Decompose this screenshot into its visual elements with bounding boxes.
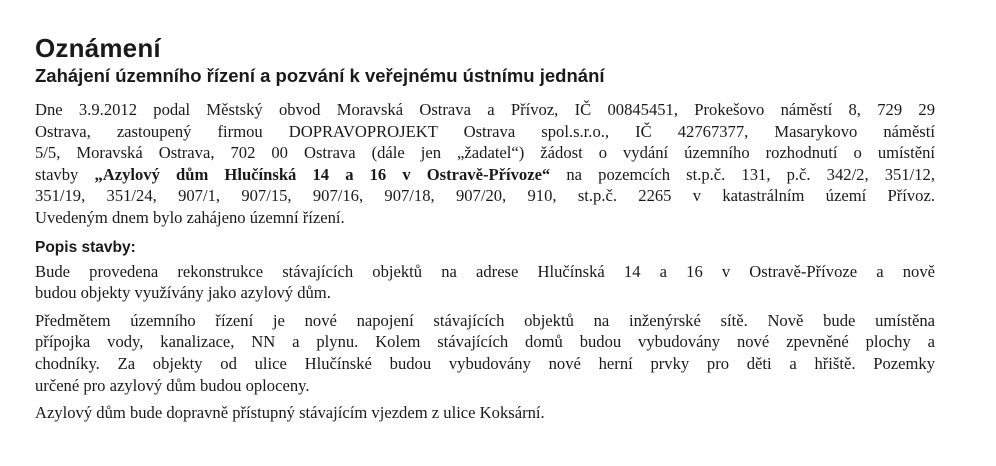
page-subtitle: Zahájení územního řízení a pozvání k veřejnému ústnímu jednání [35,65,605,86]
description-line: Azylový dům bude dopravně přístupný stávajícím vjezdem z ulice Koksární. [35,403,545,423]
page-title: Oznámení [35,33,161,63]
intro-line: 351/19, 351/24, 907/1, 907/15, 907/16, 907/18, 907/20, 910, st.p.č. 2265 v katastrálním území Přívoz. [35,186,935,206]
intro-line: Dne 3.9.2012 podal Městský obvod Moravská Ostrava a Přívoz, IČ 00845451, Prokešovo náměstí 8, 729 29 [35,100,935,119]
description-line: přípojka vody, kanalizace, NN a plynu. Kolem stávajících domů budou vybudovány nové zpevněné plochy a [35,332,935,352]
document-page [35,33,935,424]
intro-text: stavby [35,164,95,184]
description-line: budou objekty využívány jako azylový dům. [35,283,331,303]
description-paragraph [35,402,935,424]
intro-line-project [35,164,935,186]
section-heading: Popis stavby: [35,238,136,256]
intro-line: 5/5, Moravská Ostrava, 702 00 Ostrava (dále jen „žadatel“) žádost o vydání územního rozhodnutí o umístění [35,143,935,163]
intro-line: Uvedeným dnem bylo zahájeno územní řízení. [35,207,345,227]
description-line: Předmětem územního řízení je nové napojení stávajících objektů na inženýrské sítě. Nově bude umístěna [35,310,935,330]
intro-text: na pozemcích st.p.č. 131, p.č. 342/2, 351/12, [550,164,935,184]
description-line: určené pro azylový dům budou oploceny. [35,375,310,395]
intro-paragraph [35,99,935,229]
intro-line: Ostrava, zastoupený firmou DOPRAVOPROJEKT Ostrava spol.s.r.o., IČ 42767377, Masarykovo náměstí [35,121,935,141]
project-name: „Azylový dům Hlučínská 14 a 16 v Ostravě-Přívoze“ [94,164,551,184]
description-line: Bude provedena rekonstrukce stávajících objektů na adrese Hlučínská 14 a 16 v Ostravě-Přívoze a nově [35,261,935,281]
description-paragraph [35,261,935,304]
description-line: chodníky. Za objekty od ulice Hlučínské budou vybudovány nové herní prvky pro děti a hřiště. Pozemky [35,353,935,373]
description-paragraph [35,310,935,396]
